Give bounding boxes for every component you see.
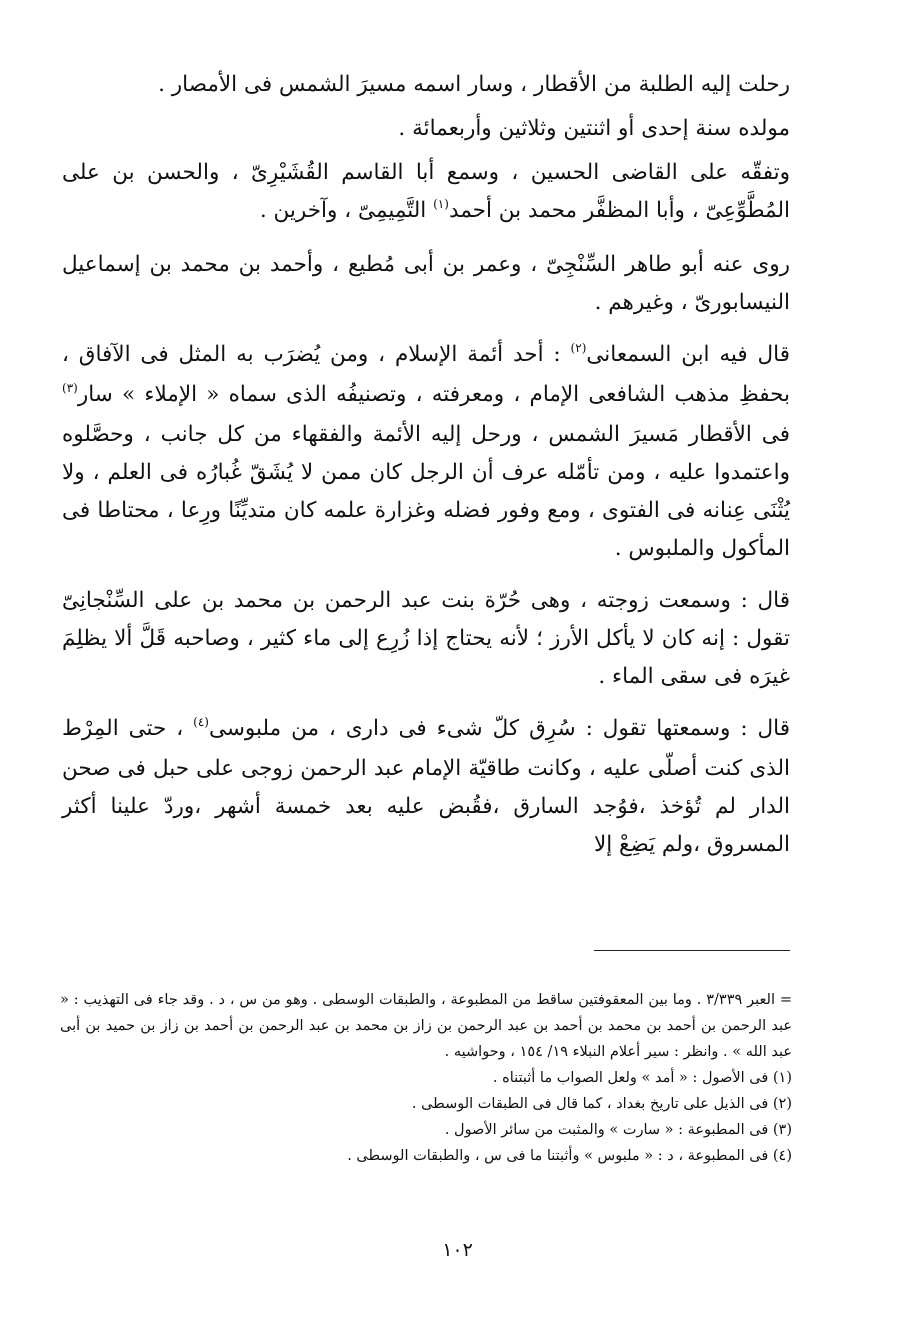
footnote-divider [594,950,790,951]
paragraph-5-text-a: قال فيه ابن السمعانى [586,342,790,367]
paragraph-1-text: رحلت إليه الطلبة من الأقطار ، وسار اسمه مسيرَ الشمس فى الأمصار . [158,72,790,97]
paragraph-4-text: روى عنه أبو طاهر السِّنْجِىّ ، وعمر بن أبى مُطيع ، وأحمد بن محمد بن إسماعيل النيسابورىّ ، وغيرهم . [62,252,790,315]
footnote-1: (١) فى الأصول : « أمد » ولعل الصواب ما أثبتناه . [492,1070,792,1086]
paragraph-2 [62,110,790,148]
footnote-3: (٣) فى المطبوعة : « سارت » والمثبت من سائر الأصول . [444,1122,792,1138]
paragraph-4 [62,246,790,322]
paragraph-3-text-b: التَّمِيمِىّ ، وآخرين . [259,198,434,223]
paragraph-2-text: مولده سنة إحدى أو اثنتين وثلاثين وأربعمائة . [398,116,790,141]
footnote-continuation: = العبر ٣/٣٣٩ . وما بين المعقوفتين ساقط من المطبوعة ، والطبقات الوسطى . وهو من س ، د . وقد جاء فى التهذيب : « عبد الرحمن بن أحمد بن محمد بن أحمد بن عبد الرحمن بن زاز بن محمد بن عبد الرحمن بن أحمد بن زاز بن حميد بن أبى عبد الله » . وانظر : سير أعلام النبلاء ١٩/ ١٥٤ ، وحواشيه . [60,992,792,1060]
footnote-ref-1: (١) [433,197,449,211]
paragraph-3-text-a: وتفقّه على القاضى الحسين ، وسمع أبا القاسم القُشَيْرِىّ ، والحسن بن على المُطَّوِّعِىّ ، وأبا المظفَّر محمد بن أحمد [62,160,790,223]
paragraph-5-text-b: : أحد أئمة الإسلام ، ومن يُضرَب به المثل فى الآفاق ، بحفظِ مذهب الشافعى الإمام ، ومعرفته ، وتصنيفُه الذى سماه « الإملاء » سار [62,342,790,407]
footnote-2: (٢) فى الذيل على تاريخ بغداد ، كما قال فى الطبقات الوسطى . [411,1096,792,1112]
paragraph-7-text-a: قال : وسمعتها تقول : سُرِق كلّ شىء فى دارى ، من ملبوسى [208,716,790,741]
page-number: ١٠٢ [442,1239,473,1261]
footnote-ref-2: (٢) [570,341,587,355]
main-text [62,66,790,864]
paragraph-5 [62,336,790,568]
paragraph-7-text-b: ، حتى المِرْط الذى كنت أصلّى عليه ، وكانت طاقيّة الإمام عبد الرحمن زوجى على حبل فى صحن الدار لم تُؤخذ ،فوُجد السارق ،فقُبض عليه بعد خمسة أشهر ،وردّ علينا أكثر المسروق ،ولم يَضِعْ إلا [62,716,790,857]
footnote-ref-4: (٤) [193,715,209,729]
paragraph-3 [62,154,790,232]
paragraph-6-text: قال : وسمعت زوجته ، وهى حُرّة بنت عبد الرحمن بن محمد بن على السِّنْجانِىّ تقول : إنه كان لا يأكل الأرز ؛ لأنه يحتاج إذا زُرِع إلى ماء كثير ، وصاحبه قَلَّ ألا يظلِمَ غيرَه فى سقى الماء . [62,588,790,689]
paragraph-1 [62,66,790,104]
paragraph-6 [62,582,790,696]
footnote-4: (٤) فى المطبوعة ، د : « ملبوس » وأثبتنا ما فى س ، والطبقات الوسطى . [347,1148,792,1164]
footnote-ref-3: (٣) [62,381,78,395]
paragraph-7 [62,710,790,864]
footnotes [60,987,792,1169]
paragraph-5-text-c: فى الأقطار مَسيرَ الشمس ، ورحل إليه الأئمة والفقهاء من كل جانب ، وحصَّلوه واعتمدوا عليه ، ومن تأمّله عرف أن الرجل كان ممن لا يُشَقّ غُبارُه فى العلم ، ولا يُثْنَى عِنانه فى الفتوى ، ومع وفور فضله وغزارة علمه كان متديِّنًا ورِعا ، محتاطا فى المأكول والملبوس . [62,422,790,561]
